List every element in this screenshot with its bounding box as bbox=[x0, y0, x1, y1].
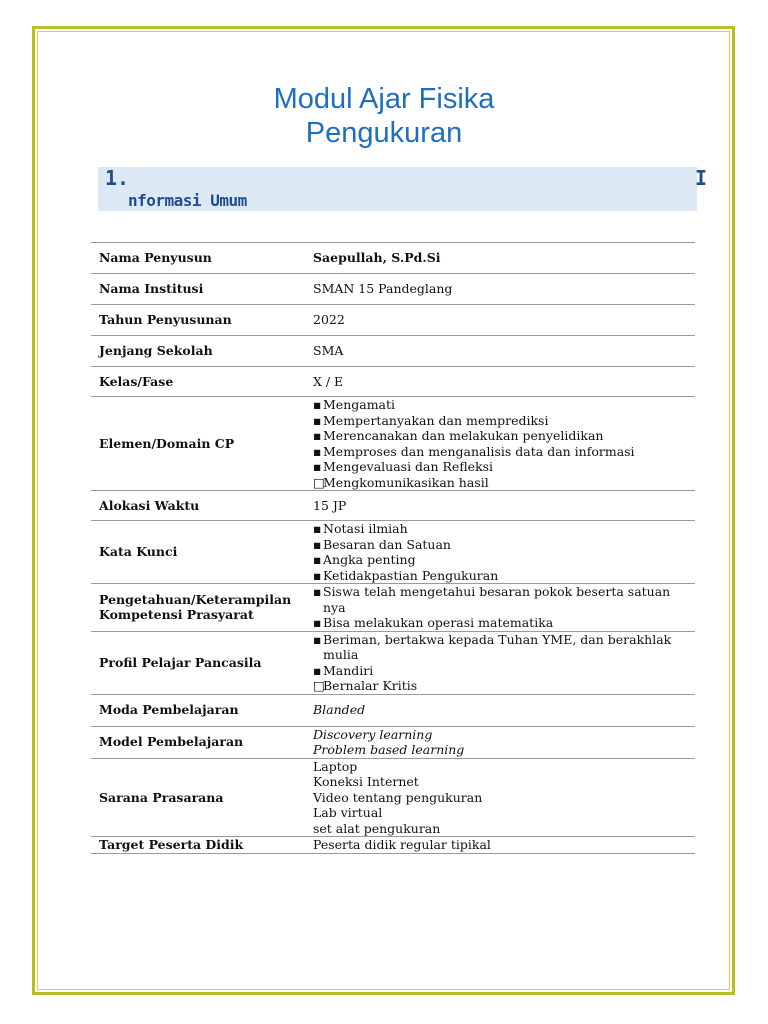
row-label: Elemen/Domain CP bbox=[99, 435, 235, 451]
table-row bbox=[91, 274, 695, 305]
row-label: Tahun Penyusunan bbox=[99, 312, 232, 328]
table-row bbox=[91, 336, 695, 367]
row-value: X / E bbox=[313, 373, 344, 389]
row-label: Moda Pembelajaran bbox=[99, 702, 239, 718]
row-value: Blanded bbox=[313, 702, 366, 718]
table-row bbox=[91, 726, 695, 758]
row-label: Nama Penyusun bbox=[99, 250, 212, 266]
table-row bbox=[91, 305, 695, 336]
table-row bbox=[91, 758, 695, 837]
row-label: Profil Pelajar Pancasila bbox=[99, 654, 262, 670]
row-value: SMA bbox=[313, 343, 344, 359]
row-label: Jenjang Sekolah bbox=[99, 343, 213, 359]
row-value: SMAN 15 Pandeglang bbox=[313, 281, 453, 297]
facility-line: Lab virtual bbox=[313, 805, 383, 820]
row-label: Pengetahuan/Keterampilan bbox=[99, 591, 292, 607]
list-item: □Bernalar Kritis bbox=[313, 678, 418, 693]
list-item: ▪ Merencanakan dan melakukan penyelidikan bbox=[313, 428, 604, 443]
table-row bbox=[91, 397, 695, 491]
bullet-list bbox=[313, 397, 695, 490]
bullet-list bbox=[313, 632, 695, 694]
document-subtitle: Pengukuran bbox=[305, 117, 463, 149]
row-label: Nama Institusi bbox=[99, 281, 204, 297]
row-value: 15 JP bbox=[313, 497, 347, 513]
facility-line: set alat pengukuran bbox=[313, 820, 441, 836]
section-heading-text: nformasi Umum bbox=[128, 191, 247, 210]
list-item: ▪ Siswa telah mengetahui besaran pokok beserta satuan nya bbox=[313, 584, 671, 615]
table-row bbox=[91, 837, 695, 854]
table-row bbox=[91, 521, 695, 584]
row-label: Kelas/Fase bbox=[99, 373, 174, 389]
list-item: ▪ Notasi ilmiah bbox=[313, 521, 408, 536]
list-item: ▪ Ketidakpastian Pengukuran bbox=[313, 567, 499, 583]
row-value: 2022 bbox=[313, 312, 345, 328]
table-row bbox=[91, 367, 695, 397]
row-value: Saepullah, S.Pd.Si bbox=[313, 250, 441, 266]
list-item: ▪ Angka penting bbox=[313, 552, 416, 567]
missing-glyph-icon: □ bbox=[313, 678, 325, 693]
row-label: Model Pembelajaran bbox=[99, 734, 244, 750]
list-item: ▪ Mengamati bbox=[313, 397, 396, 412]
table-row bbox=[91, 491, 695, 521]
row-label: Sarana Prasarana bbox=[99, 789, 224, 805]
list-item: ▪ Bisa melakukan operasi matematika bbox=[313, 615, 554, 630]
facility-line: Laptop bbox=[313, 758, 358, 774]
list-item: ▪ Besaran dan Satuan bbox=[313, 536, 451, 552]
document-title: Modul Ajar Fisika bbox=[273, 83, 495, 115]
list-item: ▪ Memproses dan menganalisis data dan informasi bbox=[313, 443, 635, 459]
row-label-line2: Kompetensi Prasyarat bbox=[99, 607, 254, 623]
bullet-list bbox=[313, 584, 695, 631]
list-item: □Mengkomunikasikan hasil bbox=[313, 474, 489, 490]
facility-line: Video tentang pengukuran bbox=[313, 789, 483, 805]
table-row bbox=[91, 243, 695, 274]
list-item: ▪ Beriman, bertakwa kepada Tuhan YME, dan berakhlak mulia bbox=[313, 631, 672, 662]
model-line: Problem based learning bbox=[313, 742, 465, 757]
row-label: Alokasi Waktu bbox=[99, 497, 200, 513]
list-item: ▪ Mandiri bbox=[313, 662, 374, 678]
row-value: Peserta didik regular tipikal bbox=[313, 837, 491, 852]
info-table bbox=[91, 242, 695, 854]
list-item: ▪ Mengevaluasi dan Refleksi bbox=[313, 459, 494, 474]
bullet-list bbox=[313, 521, 695, 583]
row-label: Kata Kunci bbox=[99, 544, 178, 560]
missing-glyph-icon: □ bbox=[313, 474, 325, 490]
section-number: 1. bbox=[105, 166, 130, 190]
table-row bbox=[91, 694, 695, 726]
row-label: Target Peserta Didik bbox=[99, 837, 244, 852]
table-row bbox=[91, 631, 695, 694]
facility-line: Koneksi Internet bbox=[313, 774, 419, 789]
table-row bbox=[91, 584, 695, 632]
model-line: Discovery learning bbox=[313, 726, 433, 742]
list-item: ▪ Mempertanyakan dan memprediksi bbox=[313, 412, 549, 428]
section-heading-initial: I bbox=[695, 166, 708, 190]
